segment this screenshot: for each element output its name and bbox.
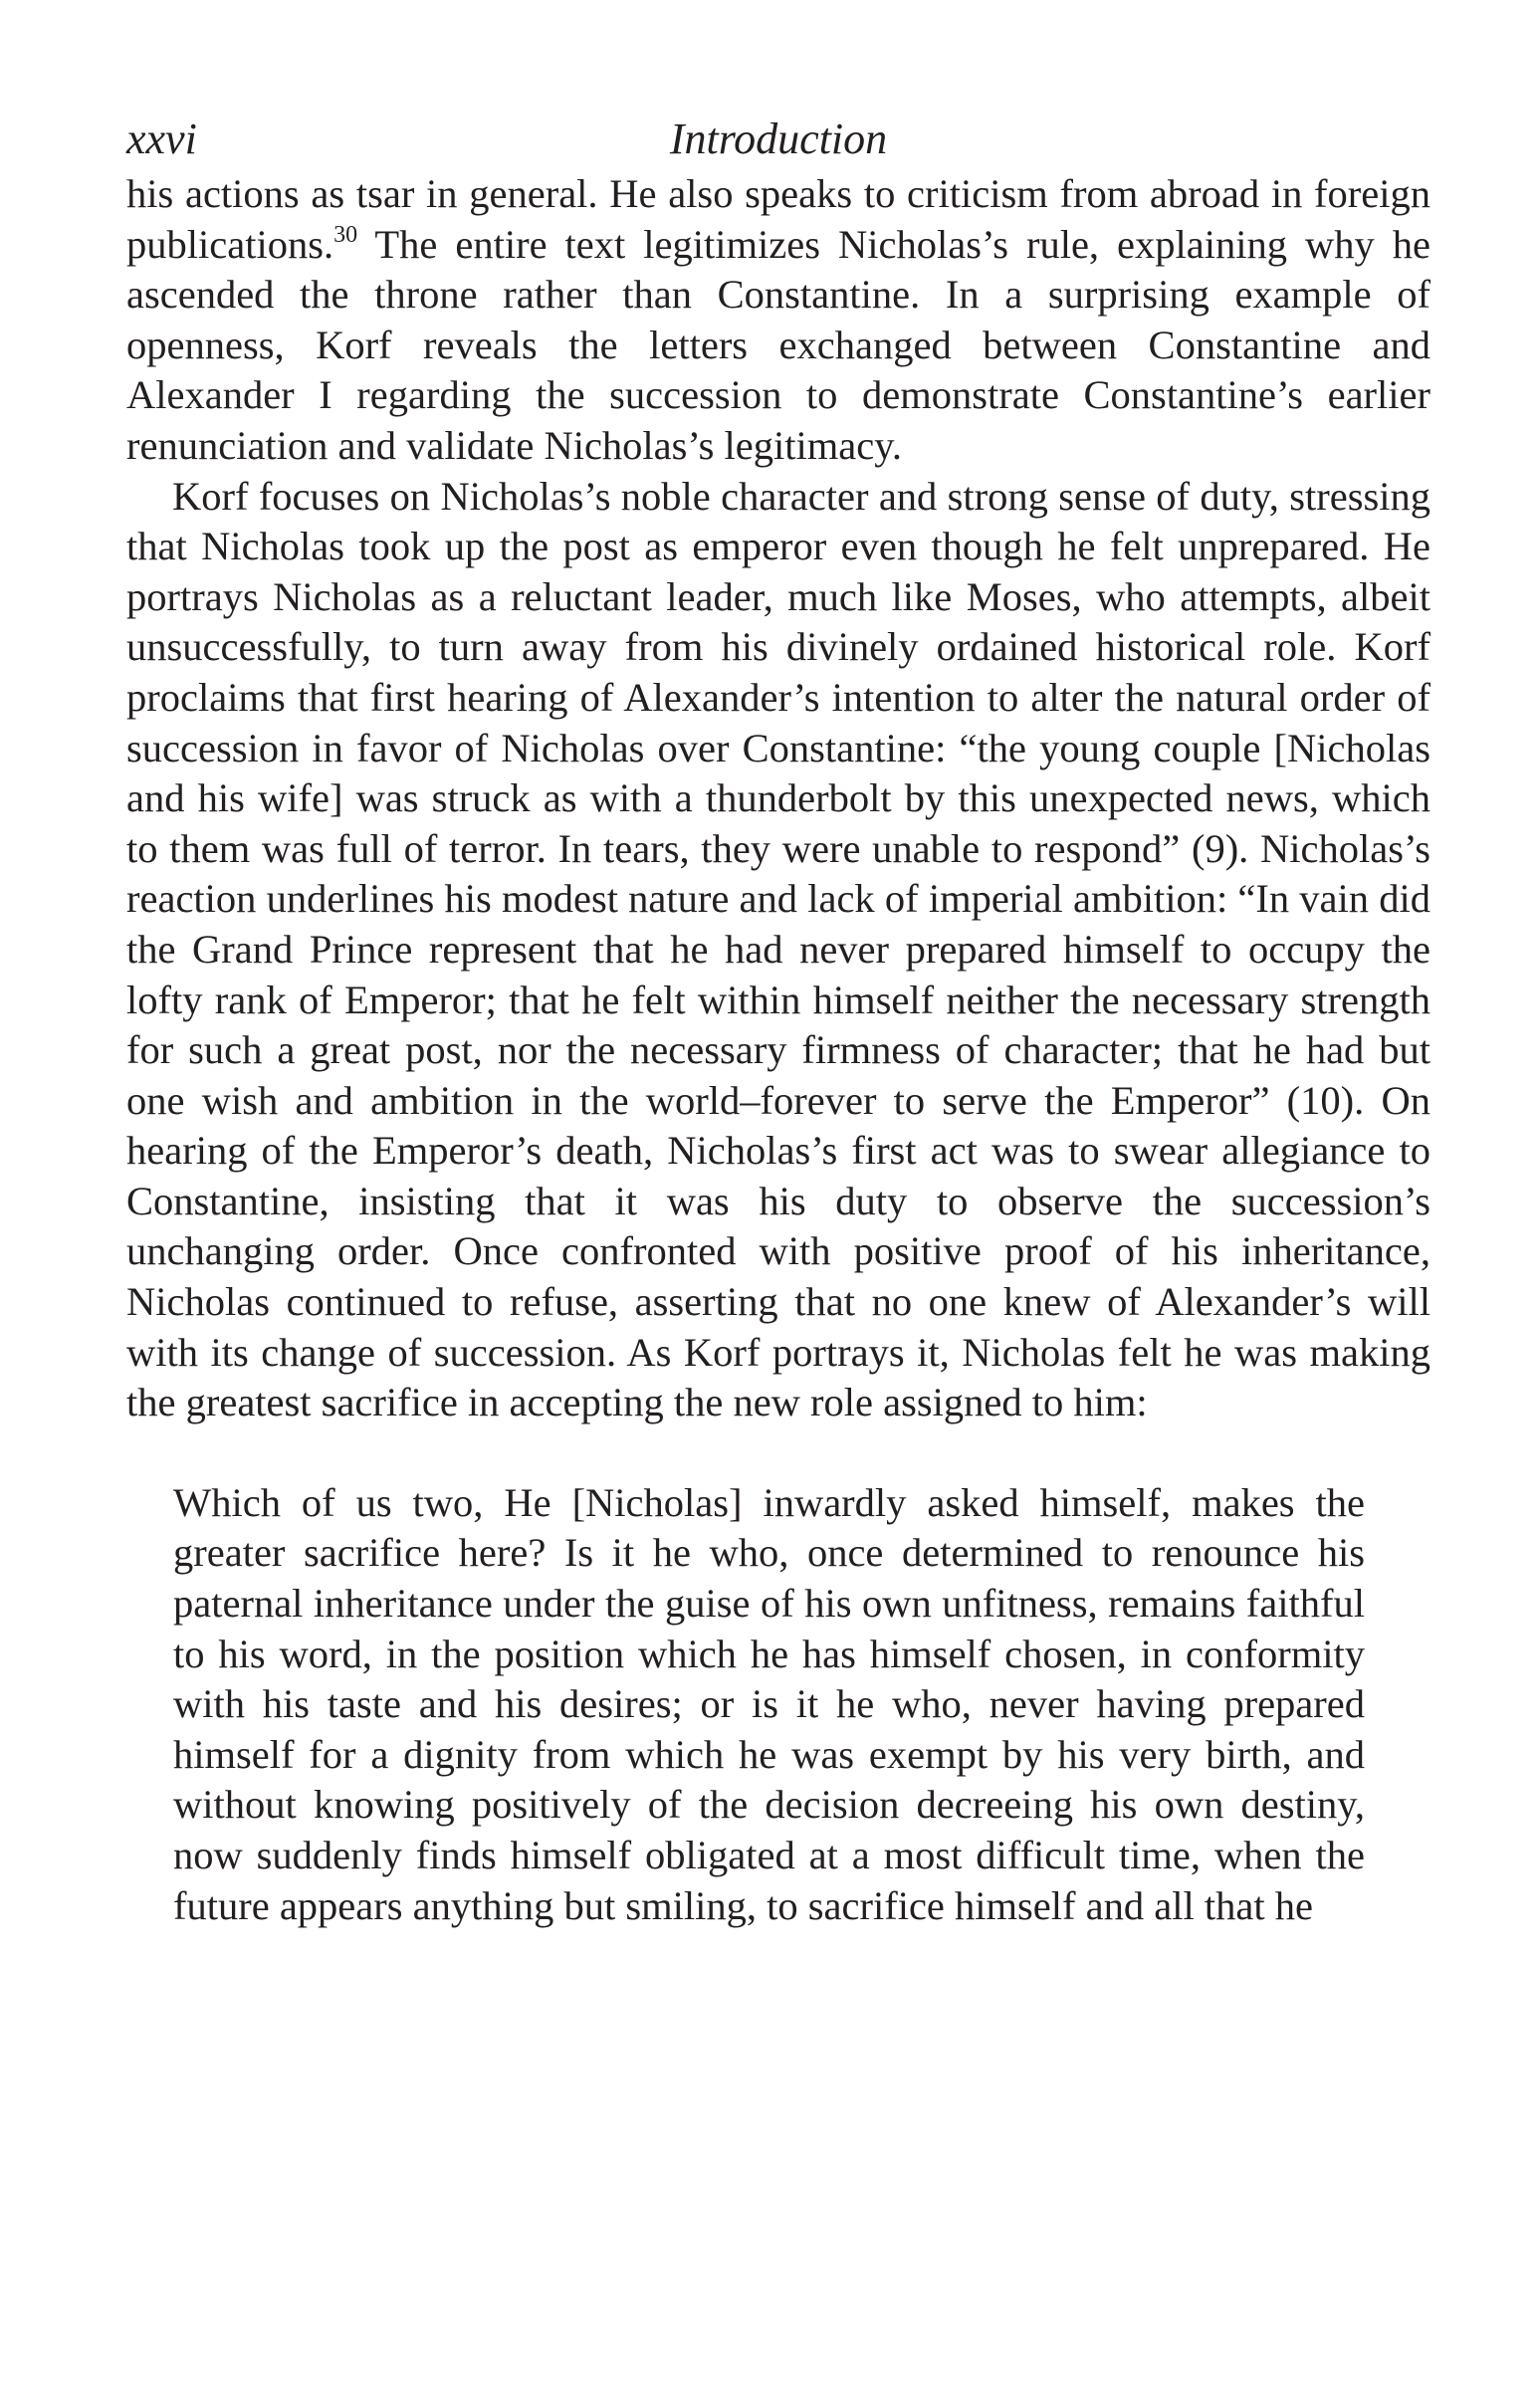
book-page	[126, 109, 1430, 1931]
body-text	[126, 169, 1430, 1428]
footnote-reference: 30	[333, 221, 358, 248]
paragraph: Korf focuses on Nicholas’s noble character and strong sense of duty, stressing that Nicholas took up the post as emperor even though he felt unprepared. He portrays Nicholas as a reluctant leader, much like Moses, who attempts, albeit unsuccessfully, to turn away from his divinely ordained historical role. Korf proclaims that first hearing of Alexander’s intention to alter the natural order of succession in favor of Nicholas over Constantine: “the young couple [Nicholas and his wife] was struck as with a thunderbolt by this unexpected news, which to them was full of terror. In tears, they were unable to respond” (9). Nicholas’s reaction underlines his modest nature and lack of imperial ambition: “In vain did the Grand Prince represent that he had never prepared himself to occupy the lofty rank of Emperor; that he felt within himself neither the necessary strength for such a great post, nor the necessary firmness of character; that he had but one wish and ambition in the world–forever to serve the Emperor” (10). On hearing of the Emperor’s death, Nicholas’s first act was to swear allegiance to Constantine, insisting that it was his duty to observe the succession’s unchanging order. Once confronted with positive proof of his inheritance, Nicholas continued to refuse, asserting that no one knew of Alexander’s will with its change of succession. As Korf portrays it, Nicholas felt he was making the greatest sacrifice in accepting the new role assigned to him:	[126, 473, 1430, 1425]
paragraph	[126, 169, 1430, 472]
page-number: xxvi	[126, 114, 197, 163]
paragraph-text: The entire text legitimizes Nicholas’s rule, explaining why he ascended the throne rather than Constantine. In a surprising example of openness, Korf reveals the letters exchanged between Constantine and Alexander I regarding the succession to demonstrate Constantine’s earlier renunciation and validate Nicholas’s legitimacy.	[126, 221, 1430, 468]
running-title: Introduction	[669, 114, 888, 163]
block-quote: Which of us two, He [Nicholas] inwardly asked himself, makes the greater sacrifice here? Is it he who, once determined to renounce his paternal inheritance under the guise of his own unfitness, remains faithful to his word, in the position which he has himself chosen, in conformity with his taste and his desires; or is it he who, never having prepared himself for a dignity from which he was exempt by his very birth, and without knowing positively of the decision decreeing his own destiny, now suddenly finds himself obligated at a most difficult time, when the future appears anything but smiling, to sacrifice himself and all that he	[173, 1479, 1365, 1928]
paragraph-text: his actions as tsar in general. He also speaks to criticism from abroad in foreign publications.	[126, 171, 1430, 267]
running-head	[126, 109, 1430, 169]
